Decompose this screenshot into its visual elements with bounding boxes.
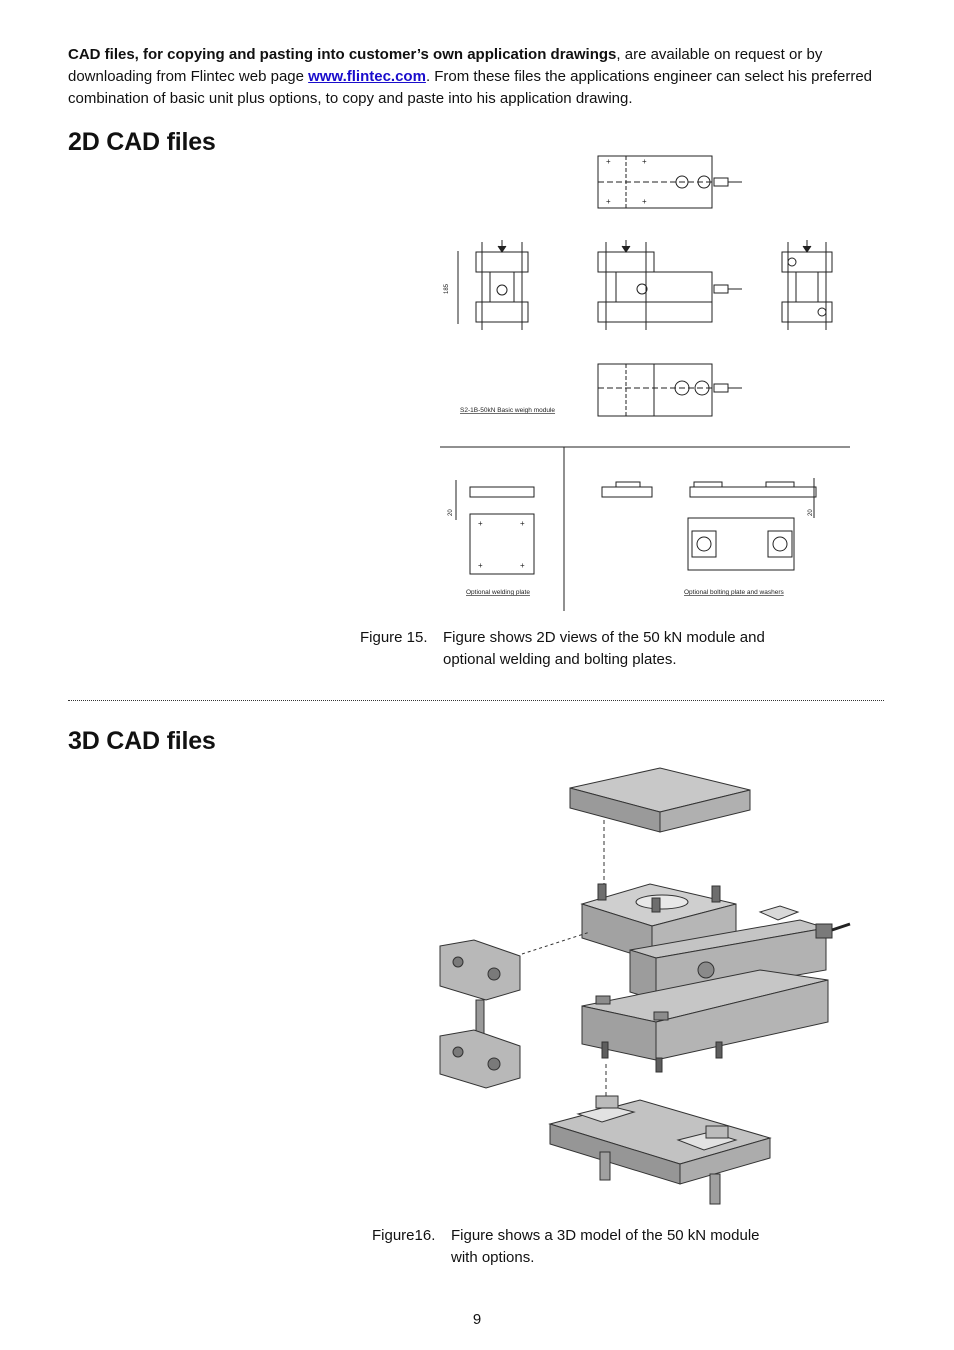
basic-module-label: S2-1B-50kN Basic weigh module <box>460 407 556 414</box>
bolting-plate-label: Optional bolting plate and washers <box>684 589 784 596</box>
svg-text:+: + <box>520 561 525 570</box>
figure-15-line2: optional welding and bolting plates. <box>443 651 677 668</box>
top-plate <box>570 768 750 832</box>
dotted-divider <box>68 700 884 701</box>
svg-text:+: + <box>606 197 611 206</box>
lower-mount-block <box>582 970 828 1072</box>
intro-text-2: . From these files the applications engineer can select his preferred combination of basic unit plus options, to copy and paste into his application drawing. <box>68 68 873 107</box>
page-number: 9 <box>472 1311 482 1328</box>
figure-16-line2: with options. <box>451 1249 535 1266</box>
svg-text:+: + <box>478 519 483 528</box>
bottom-bolting-plate <box>550 1096 770 1204</box>
svg-text:+: + <box>642 197 647 206</box>
figure-16-caption <box>372 1225 832 1275</box>
left-side-view <box>444 240 528 330</box>
figure-16-line1: Figure shows a 3D model of the 50 kN module <box>451 1227 760 1244</box>
svg-text:+: + <box>642 157 647 166</box>
svg-text:+: + <box>520 519 525 528</box>
figure-16-number: Figure16. <box>372 1227 436 1244</box>
intro-bold-lead: CAD files, for copying and pasting into customer’s own application drawings <box>68 46 617 63</box>
figure-15-line1: Figure shows 2D views of the 50 kN module and <box>443 629 765 646</box>
dim-bolt-label: 20 <box>808 509 814 516</box>
figure-3d-model <box>430 760 860 1215</box>
dim-height-label: 185 <box>444 283 450 294</box>
figure-15-caption <box>360 627 820 677</box>
flintec-link[interactable]: www.flintec.com <box>308 68 426 85</box>
bolting-plate-drawing <box>602 478 816 570</box>
welding-plate-drawing <box>448 480 534 574</box>
top-view-module <box>598 156 742 208</box>
front-view-module <box>598 240 742 330</box>
figure-15-number: Figure 15. <box>360 629 428 646</box>
dim-weld-label: 20 <box>448 509 454 516</box>
section-title-2d-cad: 2D CAD files <box>68 128 216 156</box>
figure-2d-drawing <box>430 148 860 618</box>
welding-plate-label: Optional welding plate <box>466 589 530 596</box>
bottom-view-module <box>598 364 742 416</box>
section-title-3d-cad: 3D CAD files <box>68 727 216 755</box>
svg-text:+: + <box>478 561 483 570</box>
intro-text-1: , are available on request or by downloading from Flintec web page <box>68 46 823 85</box>
side-link-bracket <box>440 940 520 1088</box>
intro-paragraph <box>68 44 888 110</box>
right-side-view <box>782 240 832 330</box>
svg-text:+: + <box>606 157 611 166</box>
